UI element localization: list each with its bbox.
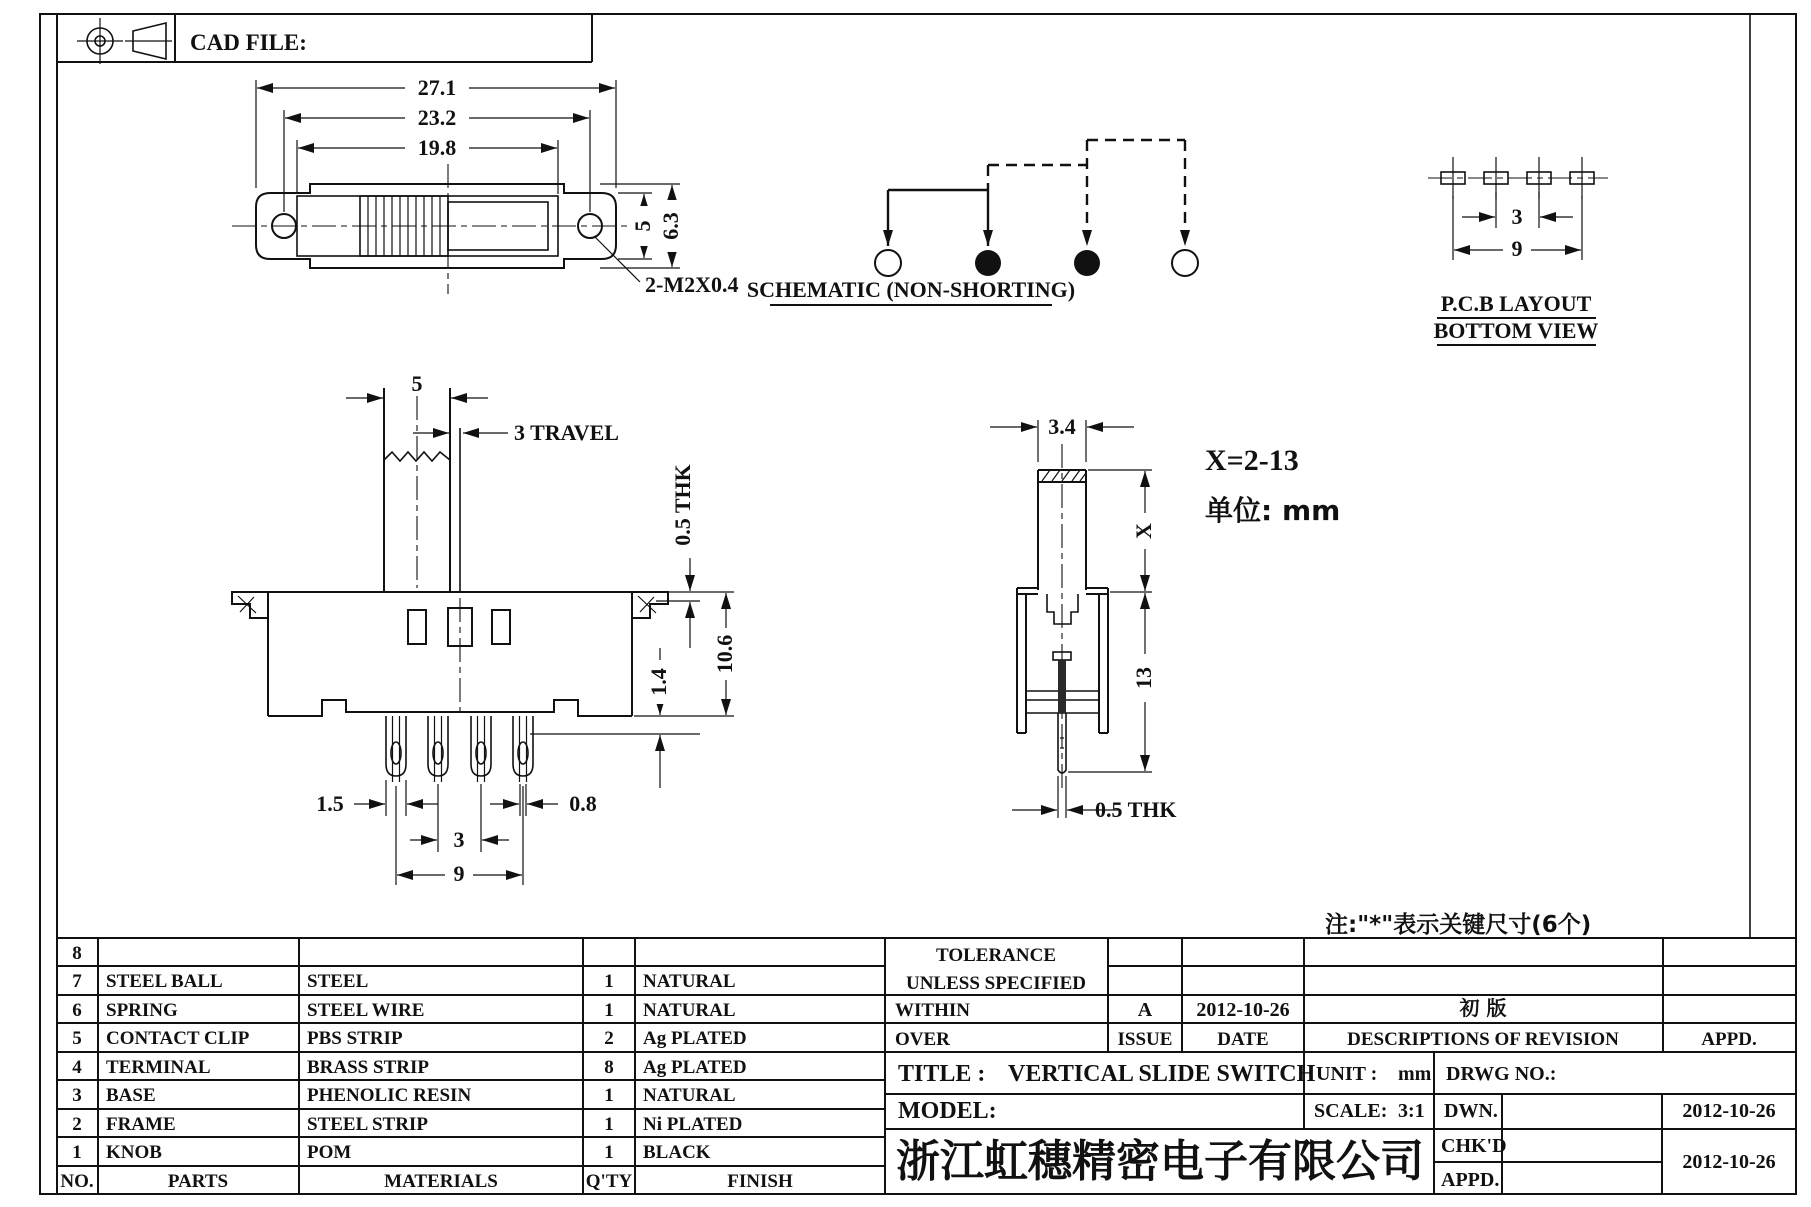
table-row (72, 971, 735, 992)
cell-parts: BASE (106, 1085, 156, 1106)
cell-finish: Ni PLATED (643, 1114, 743, 1135)
appd2-label: APPD. (1441, 1169, 1500, 1191)
cell-materials: PHENOLIC RESIN (307, 1085, 472, 1106)
cell-qty: 1 (604, 971, 614, 992)
cell-parts: SPRING (106, 1000, 178, 1021)
cell-finish: NATURAL (643, 971, 736, 992)
cell-parts: STEEL BALL (106, 971, 223, 992)
table-row (72, 1000, 735, 1021)
dim-side-thk: 0.5 THK (1095, 797, 1177, 822)
scale-value: 3:1 (1398, 1100, 1425, 1122)
unit-value: mm (1398, 1063, 1432, 1085)
table-row (72, 1028, 746, 1049)
unit-label: UNIT : (1316, 1063, 1378, 1085)
cell-finish: Ag PLATED (643, 1028, 747, 1049)
revision-date: 2012-10-26 (1196, 999, 1290, 1021)
dim-19-8: 19.8 (417, 135, 457, 160)
cell-no: 5 (72, 1028, 82, 1049)
cell-materials: STEEL WIRE (307, 1000, 425, 1021)
dim-3-4: 3.4 (1048, 414, 1076, 439)
dim-1-5: 1.5 (316, 791, 344, 816)
issue-label: ISSUE (1117, 1029, 1173, 1050)
model-label: MODEL: (898, 1098, 997, 1124)
cell-no: 3 (72, 1085, 82, 1106)
table-row (72, 1057, 746, 1078)
dim-13: 13 (1131, 667, 1156, 689)
col-header-materials: MATERIALS (384, 1171, 498, 1192)
pcb-dim-3: 3 (1511, 204, 1523, 229)
front-view (232, 371, 738, 886)
cell-materials: STEEL (307, 971, 369, 992)
chkd-label: CHK'D (1441, 1135, 1507, 1157)
pcb-dim-9: 9 (1511, 236, 1523, 261)
cell-finish: BLACK (643, 1142, 711, 1163)
drwg-no-label: DRWG NO.: (1446, 1063, 1557, 1085)
dim-front-3: 3 (453, 827, 465, 852)
tolerance-label-2: UNLESS SPECIFIED (905, 973, 1087, 994)
title-value: VERTICAL SLIDE SWITCH (1008, 1061, 1316, 1087)
col-header-no: NO. (60, 1171, 94, 1192)
issue-value: A (1137, 999, 1153, 1021)
schematic-caption: SCHEMATIC (NON-SHORTING) (746, 277, 1076, 302)
over-label: OVER (895, 1029, 950, 1050)
cell-materials: POM (307, 1142, 352, 1163)
dim-6-3: 6.3 (658, 212, 683, 240)
dim-10-6: 10.6 (712, 634, 737, 674)
descriptions-label: DESCRIPTIONS OF REVISION (1347, 1029, 1619, 1050)
dim-front-thk: 0.5 THK (670, 464, 695, 546)
header-box (57, 14, 592, 64)
table-row (72, 1085, 735, 1106)
cell-no: 6 (72, 1000, 82, 1021)
cell-no: 2 (72, 1114, 82, 1135)
col-header-qty: Q'TY (585, 1171, 633, 1192)
cell-no: 1 (72, 1142, 82, 1163)
cell-qty: 1 (604, 1142, 614, 1163)
unit-note: 单位: mm (1205, 494, 1341, 527)
cell-finish: Ag PLATED (643, 1057, 747, 1078)
revision-description: 初 版 (1459, 996, 1507, 1020)
col-header-finish: FINISH (727, 1171, 793, 1192)
dim-5-topview: 5 (630, 220, 655, 232)
title-label: TITLE : (898, 1061, 986, 1087)
dwn-date: 2012-10-26 (1682, 1100, 1776, 1122)
table-row (72, 1142, 711, 1163)
schematic-view (747, 140, 1198, 305)
cad-file-label: CAD FILE: (190, 30, 307, 55)
dwn-label: DWN. (1444, 1100, 1498, 1122)
pcb-layout-view (1428, 157, 1608, 345)
dim-x: X (1131, 523, 1156, 539)
dim-front-9: 9 (453, 861, 465, 886)
dim-23-2: 23.2 (417, 105, 457, 130)
title-block (885, 938, 1796, 1194)
side-view (990, 414, 1340, 822)
appd-label: APPD. (1701, 1029, 1757, 1050)
table-row (72, 1114, 742, 1135)
cell-parts: CONTACT CLIP (106, 1028, 250, 1049)
cell-qty: 1 (604, 1114, 614, 1135)
cell-finish: NATURAL (643, 1085, 736, 1106)
within-label: WITHIN (895, 1000, 970, 1021)
x-range-note: X=2-13 (1205, 444, 1299, 477)
top-view (232, 75, 738, 297)
cell-finish: NATURAL (643, 1000, 736, 1021)
dim-0-8: 0.8 (569, 791, 597, 816)
cell-qty: 1 (604, 1000, 614, 1021)
cell-qty: 2 (604, 1028, 614, 1049)
tolerance-label-1: TOLERANCE (935, 945, 1057, 966)
pcb-caption-2: BOTTOM VIEW (1433, 318, 1599, 343)
screw-callout: 2-M2X0.4 (645, 272, 739, 297)
cell-no: 8 (72, 943, 82, 964)
key-dimension-note: 注:"*"表示关键尺寸(6个) (1325, 912, 1592, 938)
pcb-caption-1: P.C.B LAYOUT (1440, 291, 1592, 316)
scale-label: SCALE: (1314, 1100, 1388, 1122)
cell-parts: TERMINAL (106, 1057, 211, 1078)
dim-travel: 3 TRAVEL (514, 420, 619, 445)
cell-qty: 8 (604, 1057, 614, 1078)
cell-materials: BRASS STRIP (307, 1057, 429, 1078)
projection-symbol-icon (77, 18, 172, 64)
dim-1-4: 1.4 (646, 668, 671, 696)
dim-27-1: 27.1 (417, 75, 457, 100)
cell-qty: 1 (604, 1085, 614, 1106)
table-row (72, 943, 82, 964)
cell-no: 4 (72, 1057, 82, 1078)
date-label: DATE (1217, 1029, 1269, 1050)
cell-no: 7 (72, 971, 82, 992)
col-header-parts: PARTS (167, 1171, 229, 1192)
chkd-date: 2012-10-26 (1682, 1151, 1776, 1173)
cell-materials: STEEL STRIP (307, 1114, 428, 1135)
front-pins (386, 716, 533, 782)
company-name: 浙江虹穗精密电子有限公司 (896, 1136, 1424, 1187)
cell-materials: PBS STRIP (307, 1028, 403, 1049)
dim-knob-5: 5 (411, 371, 423, 396)
cell-parts: FRAME (106, 1114, 176, 1135)
cell-parts: KNOB (106, 1142, 162, 1163)
